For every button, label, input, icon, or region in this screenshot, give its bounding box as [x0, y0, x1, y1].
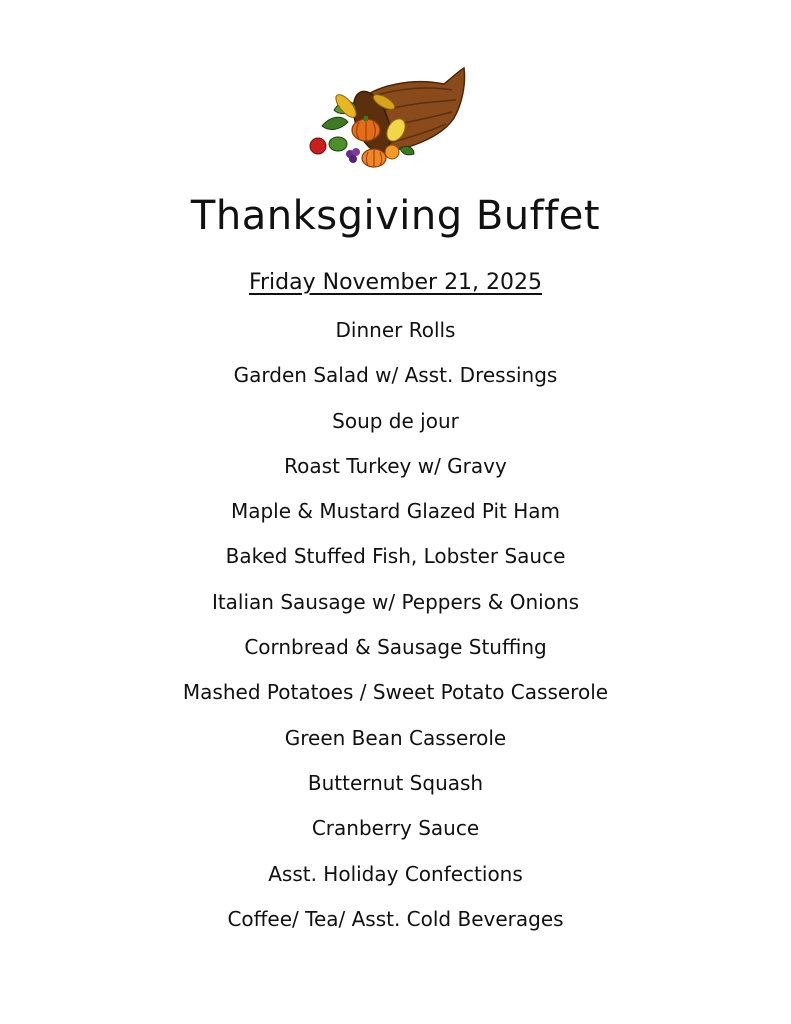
- menu-item: Dinner Rolls: [335, 318, 456, 342]
- menu-item: Asst. Holiday Confections: [268, 861, 523, 886]
- menu-item: Italian Sausage w/ Peppers & Onions: [211, 589, 580, 614]
- cornucopia-icon: [304, 64, 470, 174]
- menu-item: Coffee/ Tea/ Asst. Cold Beverages: [227, 906, 564, 931]
- menu-item: Cranberry Sauce: [311, 816, 480, 841]
- menu-item: Baked Stuffed Fish, Lobster Sauce: [225, 544, 566, 569]
- menu-list: [0, 312, 791, 946]
- menu-date-text: Friday November 21, 2025: [248, 270, 543, 295]
- menu-item: Green Bean Casserole: [284, 725, 507, 750]
- menu-item: Cornbread & Sausage Stuffing: [244, 635, 547, 660]
- menu-item: Soup de jour: [332, 408, 459, 433]
- menu-title: Thanksgiving Buffet: [190, 193, 601, 239]
- menu-item: Maple & Mustard Glazed Pit Ham: [230, 499, 561, 524]
- menu-item: Butternut Squash: [307, 770, 484, 795]
- menu-item: Mashed Potatoes / Sweet Potato Casserole: [182, 680, 609, 705]
- menu-date: [0, 266, 791, 300]
- menu-item: Garden Salad w/ Asst. Dressings: [233, 363, 558, 388]
- menu-item: Roast Turkey w/ Gravy: [284, 453, 507, 478]
